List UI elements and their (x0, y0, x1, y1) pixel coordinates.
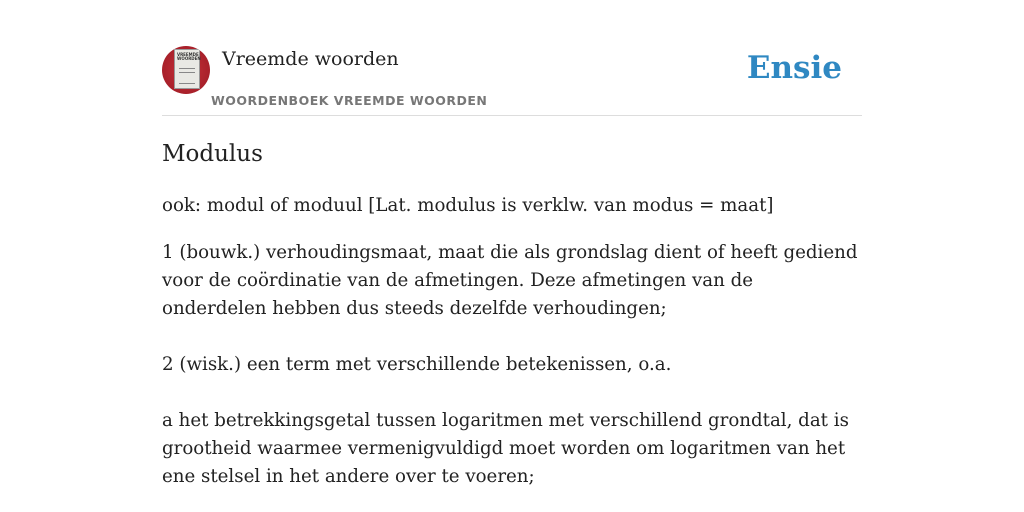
book-line (179, 72, 195, 73)
book-icon (174, 49, 200, 89)
entry-title: Modulus (162, 141, 263, 167)
site-title-link[interactable]: Vreemde woorden (222, 48, 399, 70)
site-subtitle: WOORDENBOEK VREEMDE WOORDEN (211, 93, 488, 108)
paragraph-gap (162, 323, 862, 351)
book-line (179, 68, 195, 69)
book-cover-avatar[interactable] (162, 46, 210, 94)
book-line (179, 83, 195, 84)
entry-content (162, 192, 862, 491)
definition-paragraph: 2 (wisk.) een term met verschillende betekenissen, o.a. (162, 354, 672, 375)
entry-origin: ook: modul of moduul [Lat. modulus is verklw. van modus = maat] (162, 195, 774, 216)
site-header (162, 46, 862, 116)
brand-logo[interactable]: Ensie (746, 50, 842, 86)
book-cover-title: VREEMDE WOORDEN (177, 52, 201, 61)
definition-paragraph: 1 (bouwk.) verhoudingsmaat, maat die als grondslag dient of heeft gediend voor de coördinatie van de afmetingen. Deze afmetingen van de onderdelen hebben dus steeds dezelfde verhoudingen; (162, 242, 858, 319)
paragraph-gap (162, 379, 862, 407)
definition-paragraph: a het betrekkingsgetal tussen logaritmen met verschillend grondtal, dat is grootheid waarmee vermenigvuldigd moet worden om logaritmen van het ene stelsel in het andere over te voeren; (162, 410, 849, 487)
